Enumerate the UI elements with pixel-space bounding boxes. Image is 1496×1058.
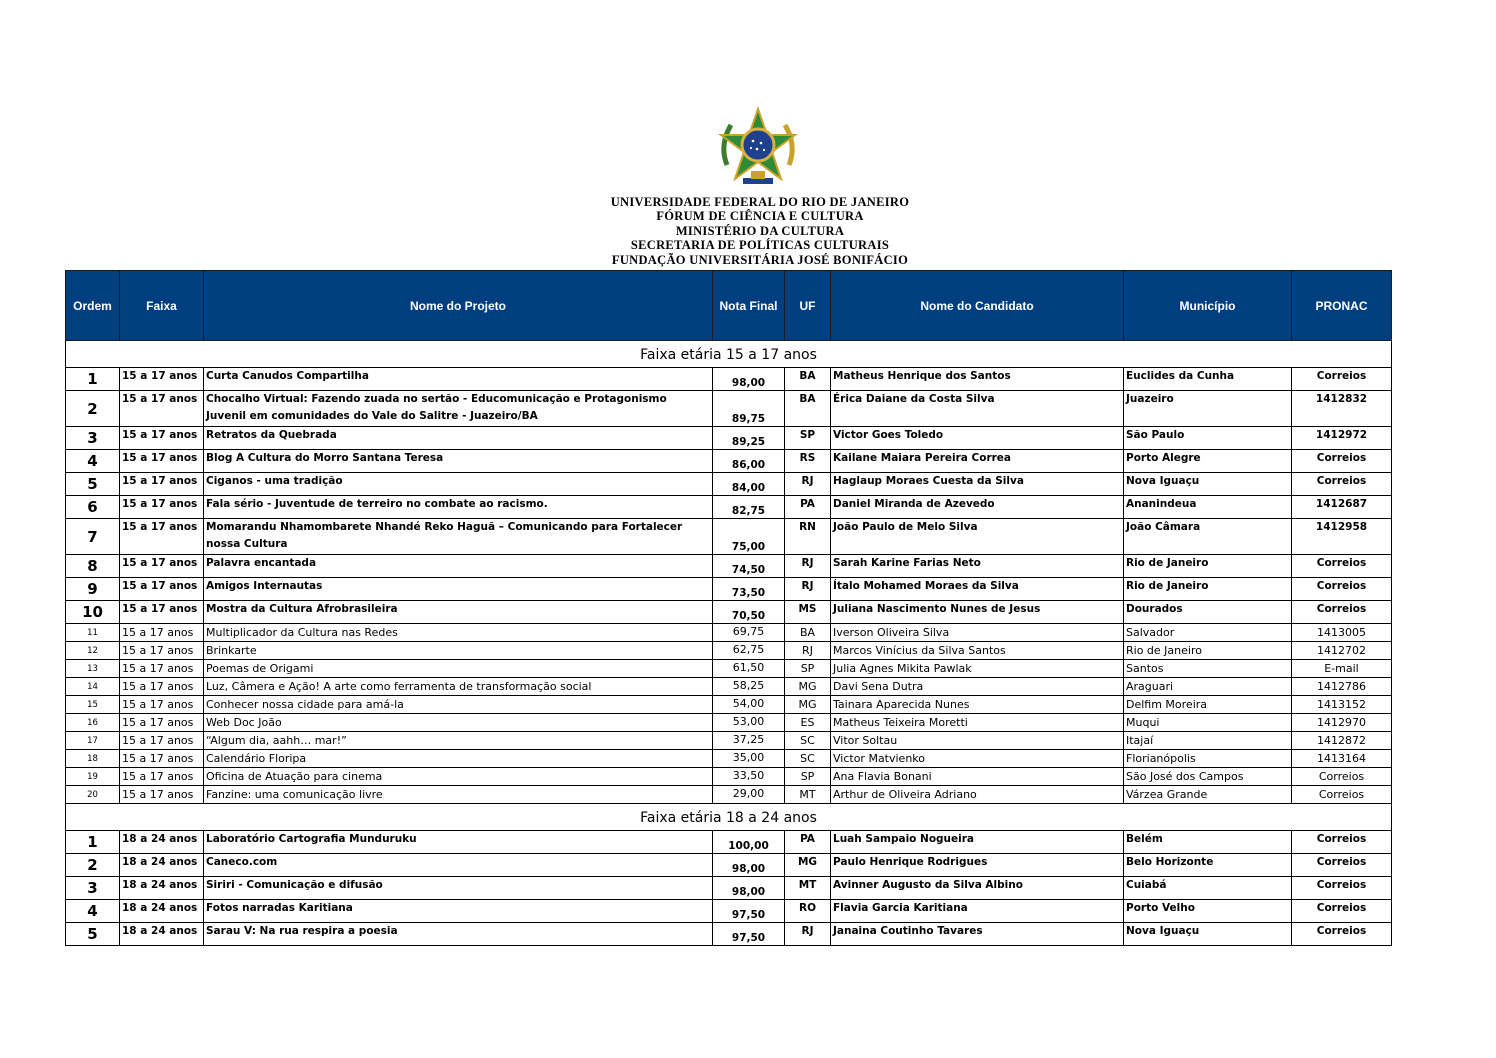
faixa-cell: 18 a 24 anos [120, 877, 204, 900]
faixa-cell: 15 a 17 anos [120, 768, 204, 786]
header-line: SECRETARIA DE POLÍTICAS CULTURAIS [630, 238, 890, 253]
faixa-cell: 18 a 24 anos [120, 923, 204, 946]
uf-cell: RO [785, 900, 831, 923]
pronac-cell: E-mail [1292, 660, 1392, 678]
header-line: FÓRUM DE CIÊNCIA E CULTURA [656, 209, 864, 224]
nota-final-cell: 54,00 [713, 696, 785, 714]
ordem-cell: 16 [66, 714, 120, 732]
faixa-cell: 15 a 17 anos [120, 714, 204, 732]
municipio-cell: Porto Velho [1124, 900, 1292, 923]
uf-cell: RJ [785, 578, 831, 601]
table-row [66, 768, 1392, 786]
municipio-cell: Nova Iguaçu [1124, 923, 1292, 946]
ordem-cell: 4 [66, 900, 120, 923]
municipio-cell: Rio de Janeiro [1124, 642, 1292, 660]
table-row [66, 750, 1392, 768]
nota-final-cell: 86,00 [713, 450, 785, 473]
candidate-name-cell: Julia Agnes Mikita Pawlak [831, 660, 1124, 678]
pronac-cell: Correios [1292, 601, 1392, 624]
nota-final-cell: 98,00 [713, 368, 785, 391]
faixa-cell: 15 a 17 anos [120, 660, 204, 678]
uf-cell: MG [785, 678, 831, 696]
municipio-cell: Cuiabá [1124, 877, 1292, 900]
ordem-cell: 3 [66, 427, 120, 450]
section-title: Faixa etária 18 a 24 anos [66, 804, 1392, 831]
uf-cell: BA [785, 368, 831, 391]
table-row [66, 714, 1392, 732]
nota-final-cell: 70,50 [713, 601, 785, 624]
table-header-row [66, 271, 1392, 341]
uf-cell: RJ [785, 923, 831, 946]
pronac-cell: Correios [1292, 786, 1392, 804]
uf-cell: PA [785, 496, 831, 519]
ordem-cell: 11 [66, 624, 120, 642]
nota-final-cell: 97,50 [713, 900, 785, 923]
nota-final-cell: 73,50 [713, 578, 785, 601]
project-name-cell: Fanzine: uma comunicação livre [204, 786, 713, 804]
faixa-cell: 15 a 17 anos [120, 368, 204, 391]
ordem-cell: 15 [66, 696, 120, 714]
table-row [66, 831, 1392, 854]
municipio-cell: Rio de Janeiro [1124, 578, 1292, 601]
pronac-cell: 1412832 [1292, 391, 1392, 427]
table-row [66, 519, 1392, 555]
pronac-cell: 1412702 [1292, 642, 1392, 660]
table-row [66, 696, 1392, 714]
ordem-cell: 8 [66, 555, 120, 578]
candidate-name-cell: Janaina Coutinho Tavares [831, 923, 1124, 946]
nota-final-cell: 35,00 [713, 750, 785, 768]
candidate-name-cell: Flavia Garcia Karitiana [831, 900, 1124, 923]
uf-cell: ES [785, 714, 831, 732]
pronac-cell: 1412970 [1292, 714, 1392, 732]
ordem-cell: 17 [66, 732, 120, 750]
results-table [65, 270, 1392, 946]
uf-cell: MG [785, 696, 831, 714]
faixa-cell: 18 a 24 anos [120, 831, 204, 854]
table-row [66, 854, 1392, 877]
ordem-cell: 3 [66, 877, 120, 900]
candidate-name-cell: Ana Flavia Bonani [831, 768, 1124, 786]
candidate-name-cell: Victor Goes Toledo [831, 427, 1124, 450]
pronac-cell: 1412687 [1292, 496, 1392, 519]
municipio-cell: Itajaí [1124, 732, 1292, 750]
municipio-cell: Várzea Grande [1124, 786, 1292, 804]
municipio-cell: Rio de Janeiro [1124, 555, 1292, 578]
coat-of-arms-emblem [715, 105, 801, 191]
project-name-cell: Fala sério - Juventude de terreiro no combate ao racismo. [204, 496, 713, 519]
pronac-cell: Correios [1292, 368, 1392, 391]
nota-final-cell: 89,25 [713, 427, 785, 450]
nota-final-cell: 98,00 [713, 877, 785, 900]
column-header: Município [1124, 271, 1292, 341]
municipio-cell: Araguari [1124, 678, 1292, 696]
municipio-cell: Florianópolis [1124, 750, 1292, 768]
project-name-cell: Brinkarte [204, 642, 713, 660]
pronac-cell: Correios [1292, 768, 1392, 786]
section-header-row [66, 804, 1392, 831]
project-name-cell: Palavra encantada [204, 555, 713, 578]
pronac-cell: 1412972 [1292, 427, 1392, 450]
column-header: Nome do Candidato [831, 271, 1124, 341]
pronac-cell: Correios [1292, 854, 1392, 877]
faixa-cell: 15 a 17 anos [120, 642, 204, 660]
municipio-cell: São Paulo [1124, 427, 1292, 450]
project-name-cell: Curta Canudos Compartilha [204, 368, 713, 391]
faixa-cell: 15 a 17 anos [120, 450, 204, 473]
municipio-cell: Juazeiro [1124, 391, 1292, 427]
ordem-cell: 7 [66, 519, 120, 555]
municipio-cell: João Câmara [1124, 519, 1292, 555]
table-row [66, 732, 1392, 750]
municipio-cell: Muqui [1124, 714, 1292, 732]
ordem-cell: 20 [66, 786, 120, 804]
table-row [66, 900, 1392, 923]
nota-final-cell: 69,75 [713, 624, 785, 642]
column-header: Nome do Projeto [204, 271, 713, 341]
candidate-name-cell: Iverson Oliveira Silva [831, 624, 1124, 642]
uf-cell: SP [785, 660, 831, 678]
faixa-cell: 15 a 17 anos [120, 555, 204, 578]
uf-cell: MS [785, 601, 831, 624]
candidate-name-cell: Luah Sampaio Nogueira [831, 831, 1124, 854]
municipio-cell: Euclides da Cunha [1124, 368, 1292, 391]
table-row [66, 678, 1392, 696]
uf-cell: BA [785, 391, 831, 427]
ordem-cell: 2 [66, 854, 120, 877]
uf-cell: RJ [785, 473, 831, 496]
faixa-cell: 15 a 17 anos [120, 750, 204, 768]
pronac-cell: Correios [1292, 831, 1392, 854]
ordem-cell: 5 [66, 923, 120, 946]
header-line: UNIVERSIDADE FEDERAL DO RIO DE JANEIRO [610, 195, 910, 209]
project-name-cell: Caneco.com [204, 854, 713, 877]
faixa-cell: 15 a 17 anos [120, 696, 204, 714]
table-row [66, 391, 1392, 427]
faixa-cell: 15 a 17 anos [120, 496, 204, 519]
project-name-cell: Momarandu Nhamombarete Nhandé Reko Haguã – Comunicando para Fortalecer nossa Cultura [204, 519, 713, 555]
column-header: Faixa [120, 271, 204, 341]
project-name-cell: Retratos da Quebrada [204, 427, 713, 450]
candidate-name-cell: Paulo Henrique Rodrigues [831, 854, 1124, 877]
municipio-cell: Ananindeua [1124, 496, 1292, 519]
project-name-cell: Oficina de Atuação para cinema [204, 768, 713, 786]
uf-cell: SC [785, 750, 831, 768]
project-name-cell: Amigos Internautas [204, 578, 713, 601]
table-row [66, 368, 1392, 391]
uf-cell: SC [785, 732, 831, 750]
table-row [66, 601, 1392, 624]
pronac-cell: Correios [1292, 450, 1392, 473]
uf-cell: PA [785, 831, 831, 854]
municipio-cell: Porto Alegre [1124, 450, 1292, 473]
table-row [66, 427, 1392, 450]
nota-final-cell: 100,00 [713, 831, 785, 854]
uf-cell: RJ [785, 642, 831, 660]
nota-final-cell: 97,50 [713, 923, 785, 946]
column-header: Ordem [66, 271, 120, 341]
faixa-cell: 15 a 17 anos [120, 678, 204, 696]
ordem-cell: 6 [66, 496, 120, 519]
ordem-cell: 14 [66, 678, 120, 696]
project-name-cell: Web Doc João [204, 714, 713, 732]
candidate-name-cell: Vitor Soltau [831, 732, 1124, 750]
ordem-cell: 2 [66, 391, 120, 427]
section-title: Faixa etária 15 a 17 anos [66, 341, 1392, 368]
column-header: UF [785, 271, 831, 341]
municipio-cell: Nova Iguaçu [1124, 473, 1292, 496]
ordem-cell: 19 [66, 768, 120, 786]
ordem-cell: 1 [66, 831, 120, 854]
pronac-cell: 1412786 [1292, 678, 1392, 696]
table-row [66, 555, 1392, 578]
table-body [66, 341, 1392, 946]
municipio-cell: Salvador [1124, 624, 1292, 642]
uf-cell: RN [785, 519, 831, 555]
ordem-cell: 18 [66, 750, 120, 768]
faixa-cell: 15 a 17 anos [120, 473, 204, 496]
municipio-cell: Dourados [1124, 601, 1292, 624]
project-name-cell: Laboratório Cartografia Munduruku [204, 831, 713, 854]
faixa-cell: 15 a 17 anos [120, 391, 204, 427]
ordem-cell: 5 [66, 473, 120, 496]
pronac-cell: 1412872 [1292, 732, 1392, 750]
faixa-cell: 15 a 17 anos [120, 786, 204, 804]
municipio-cell: Belém [1124, 831, 1292, 854]
nota-final-cell: 33,50 [713, 768, 785, 786]
faixa-cell: 15 a 17 anos [120, 732, 204, 750]
pronac-cell: 1413164 [1292, 750, 1392, 768]
table-row [66, 660, 1392, 678]
table-row [66, 642, 1392, 660]
project-name-cell: Sarau V: Na rua respira a poesia [204, 923, 713, 946]
nota-final-cell: 84,00 [713, 473, 785, 496]
pronac-cell: 1412958 [1292, 519, 1392, 555]
project-name-cell: Blog A Cultura do Morro Santana Teresa [204, 450, 713, 473]
table-row [66, 786, 1392, 804]
candidate-name-cell: João Paulo de Melo Silva [831, 519, 1124, 555]
project-name-cell: Mostra da Cultura Afrobrasileira [204, 601, 713, 624]
ordem-cell: 13 [66, 660, 120, 678]
uf-cell: SP [785, 768, 831, 786]
candidate-name-cell: Arthur de Oliveira Adriano [831, 786, 1124, 804]
candidate-name-cell: Haglaup Moraes Cuesta da Silva [831, 473, 1124, 496]
project-name-cell: Ciganos - uma tradição [204, 473, 713, 496]
uf-cell: RS [785, 450, 831, 473]
candidate-name-cell: Sarah Karine Farias Neto [831, 555, 1124, 578]
candidate-name-cell: Daniel Miranda de Azevedo [831, 496, 1124, 519]
nota-final-cell: 62,75 [713, 642, 785, 660]
ordem-cell: 4 [66, 450, 120, 473]
nota-final-cell: 89,75 [713, 391, 785, 427]
candidate-name-cell: Érica Daiane da Costa Silva [831, 391, 1124, 427]
table-row [66, 923, 1392, 946]
project-name-cell: Fotos narradas Karitiana [204, 900, 713, 923]
municipio-cell: Delfim Moreira [1124, 696, 1292, 714]
section-header-row [66, 341, 1392, 368]
faixa-cell: 18 a 24 anos [120, 854, 204, 877]
table-row [66, 578, 1392, 601]
faixa-cell: 15 a 17 anos [120, 578, 204, 601]
candidate-name-cell: Avinner Augusto da Silva Albino [831, 877, 1124, 900]
project-name-cell: Luz, Câmera e Ação! A arte como ferramenta de transformação social [204, 678, 713, 696]
nota-final-cell: 82,75 [713, 496, 785, 519]
project-name-cell: Chocalho Virtual: Fazendo zuada no sertão - Educomunicação e Protagonismo Juvenil em comunidades do Vale do Salitre - Juazeiro/BA [204, 391, 713, 427]
table-row [66, 473, 1392, 496]
ordem-cell: 12 [66, 642, 120, 660]
pronac-cell: Correios [1292, 555, 1392, 578]
uf-cell: MT [785, 786, 831, 804]
column-header: Nota Final [713, 271, 785, 341]
faixa-cell: 15 a 17 anos [120, 624, 204, 642]
faixa-cell: 18 a 24 anos [120, 900, 204, 923]
nota-final-cell: 98,00 [713, 854, 785, 877]
header-line: FUNDAÇÃO UNIVERSITÁRIA JOSÉ BONIFÁCIO [611, 252, 909, 267]
pronac-cell: Correios [1292, 877, 1392, 900]
municipio-cell: Santos [1124, 660, 1292, 678]
pronac-cell: Correios [1292, 900, 1392, 923]
table-row [66, 877, 1392, 900]
project-name-cell: Multiplicador da Cultura nas Redes [204, 624, 713, 642]
ordem-cell: 10 [66, 601, 120, 624]
candidate-name-cell: Marcos Vinícius da Silva Santos [831, 642, 1124, 660]
ordem-cell: 1 [66, 368, 120, 391]
table-row [66, 496, 1392, 519]
nota-final-cell: 37,25 [713, 732, 785, 750]
column-header: PRONAC [1292, 271, 1392, 341]
nota-final-cell: 29,00 [713, 786, 785, 804]
candidate-name-cell: Kailane Maiara Pereira Correa [831, 450, 1124, 473]
candidate-name-cell: Tainara Aparecida Nunes [831, 696, 1124, 714]
uf-cell: RJ [785, 555, 831, 578]
project-name-cell: Siriri - Comunicação e difusão [204, 877, 713, 900]
municipio-cell: São José dos Campos [1124, 768, 1292, 786]
project-name-cell: Poemas de Origami [204, 660, 713, 678]
uf-cell: MT [785, 877, 831, 900]
nota-final-cell: 74,50 [713, 555, 785, 578]
project-name-cell: Conhecer nossa cidade para amá-la [204, 696, 713, 714]
candidate-name-cell: Davi Sena Dutra [831, 678, 1124, 696]
project-name-cell: Calendário Floripa [204, 750, 713, 768]
pronac-cell: Correios [1292, 578, 1392, 601]
table-row [66, 450, 1392, 473]
pronac-cell: Correios [1292, 473, 1392, 496]
project-name-cell: “Algum dia, aahh… mar!” [204, 732, 713, 750]
nota-final-cell: 58,25 [713, 678, 785, 696]
nota-final-cell: 61,50 [713, 660, 785, 678]
pronac-cell: 1413005 [1292, 624, 1392, 642]
candidate-name-cell: Matheus Henrique dos Santos [831, 368, 1124, 391]
candidate-name-cell: Victor Matvienko [831, 750, 1124, 768]
candidate-name-cell: Ítalo Mohamed Moraes da Silva [831, 578, 1124, 601]
header-line: MINISTÉRIO DA CULTURA [675, 223, 845, 238]
institution-header [480, 195, 1040, 267]
uf-cell: SP [785, 427, 831, 450]
municipio-cell: Belo Horizonte [1124, 854, 1292, 877]
candidate-name-cell: Juliana Nascimento Nunes de Jesus [831, 601, 1124, 624]
pronac-cell: 1413152 [1292, 696, 1392, 714]
table-row [66, 624, 1392, 642]
nota-final-cell: 75,00 [713, 519, 785, 555]
uf-cell: BA [785, 624, 831, 642]
candidate-name-cell: Matheus Teixeira Moretti [831, 714, 1124, 732]
uf-cell: MG [785, 854, 831, 877]
faixa-cell: 15 a 17 anos [120, 519, 204, 555]
pronac-cell: Correios [1292, 923, 1392, 946]
faixa-cell: 15 a 17 anos [120, 601, 204, 624]
nota-final-cell: 53,00 [713, 714, 785, 732]
faixa-cell: 15 a 17 anos [120, 427, 204, 450]
ordem-cell: 9 [66, 578, 120, 601]
